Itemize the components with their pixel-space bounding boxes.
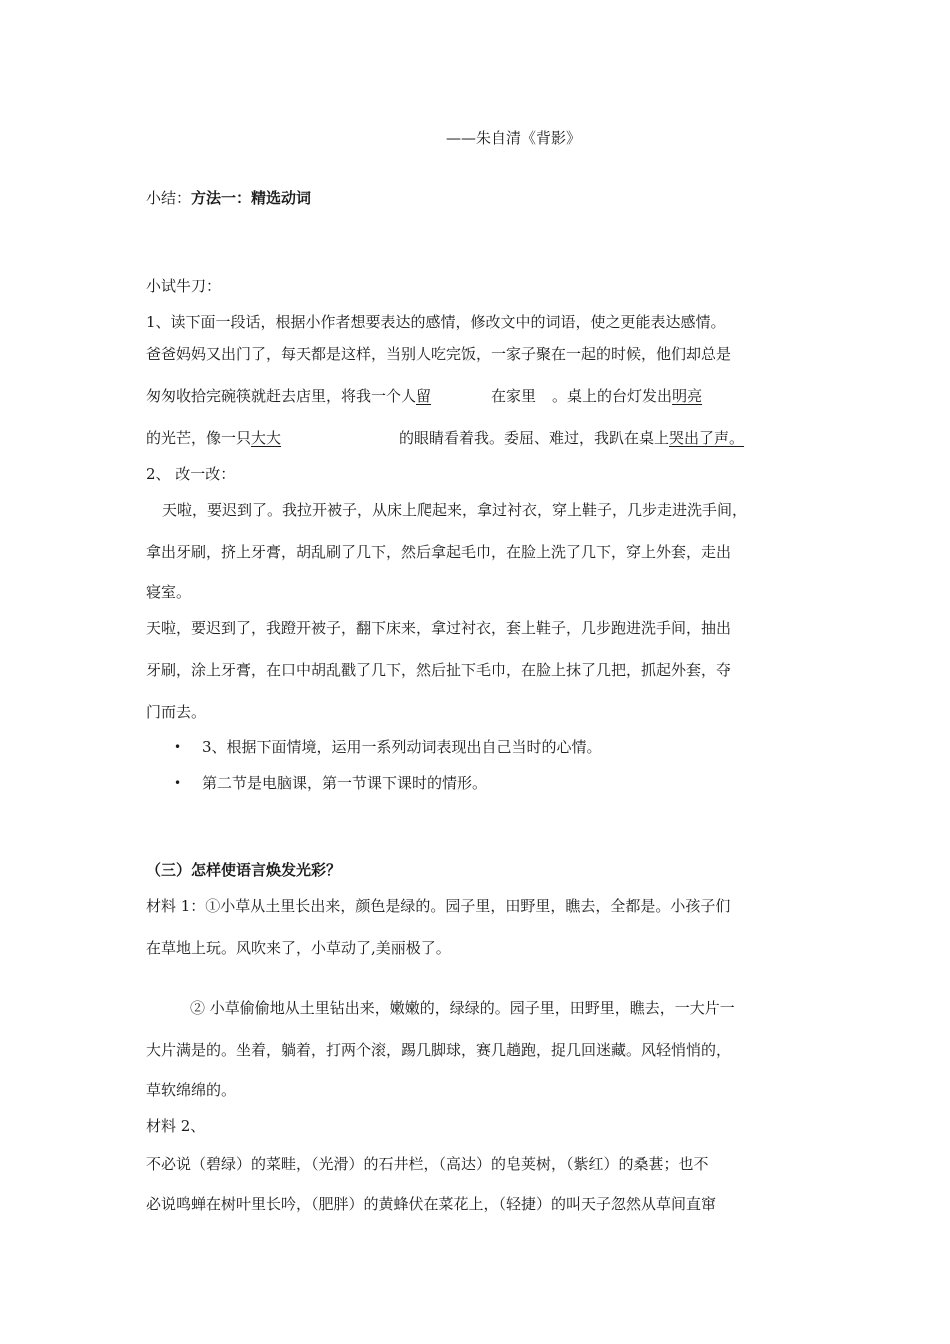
section3-heading: （三）怎样使语言焕发光彩？	[146, 861, 342, 879]
material1-line-1: 材料 1：①小草从土里长出来，颜色是绿的。园子里，田野里，瞧去，全都是。小孩子们	[146, 897, 731, 915]
q2-original-2: 拿出牙刷，挤上牙膏，胡乱刷了几下，然后拿起毛巾，在脸上洗了几下，穿上外套，走出	[146, 543, 732, 561]
q2-revised-2: 牙刷，涂上牙膏，在口中胡乱戳了几下，然后扯下毛巾，在脸上抹了几把，抓起外套，夺	[146, 661, 732, 679]
q2-original-1: 天啦，要迟到了。我拉开被子，从床上爬起来，拿过衬衣，穿上鞋子，几步走进洗手间，	[162, 501, 748, 519]
bullet-dot: •	[174, 776, 182, 790]
q2-original-3: 寝室。	[146, 583, 192, 601]
q2-revised-1: 天啦，要迟到了，我蹬开被子，翻下床来，拿过衬衣，套上鞋子，几步跑进洗手间，抽出	[146, 619, 732, 637]
material1b-line-3: 草软绵绵的。	[146, 1081, 237, 1099]
material1-line-2: 在草地上玩。风吹来了，小草动了,美丽极了。	[146, 939, 451, 957]
bullet-dot: •	[174, 740, 182, 754]
bullet-item-1: 3、根据下面情境，运用一系列动词表现出自己当时的心情。	[202, 738, 602, 756]
material2-line-1: 不必说（碧绿）的菜畦，（光滑）的石井栏，（高达）的皂荚树，（紫红）的桑葚；也不	[146, 1155, 709, 1173]
practice-title: 小试牛刀：	[146, 277, 222, 295]
summary-method: 方法一：精选动词	[191, 189, 312, 207]
q1-prompt: 1、读下面一段话，根据小作者想要表达的感情，修改文中的词语，使之更能表达感情。	[146, 313, 726, 331]
q1-line-2-text-b: 在家里	[491, 387, 537, 405]
q1-line-1: 爸爸妈妈又出门了，每天都是这样，当别人吃完饭，一家子聚在一起的时候，他们却总是	[146, 345, 732, 363]
material2-line-2: 必说鸣蝉在树叶里长吟，（肥胖）的黄蜂伏在菜花上，（轻捷）的叫天子忽然从草间直窜	[146, 1195, 717, 1213]
q2-prompt: 2、 改一改：	[146, 465, 236, 483]
bullet-item-2: 第二节是电脑课，第一节课下课时的情形。	[202, 774, 488, 792]
q1-line-3	[146, 428, 744, 448]
underlined-phrase-kuchu: 哭出了声。	[669, 429, 745, 447]
material2-title: 材料 2、	[146, 1117, 206, 1135]
q1-line-2-text-c: 。桌上的台灯发出	[552, 387, 673, 405]
quote-source: ——朱自清《背影》	[446, 129, 582, 147]
material1b-line-2: 大片满是的。坐着，躺着，打两个滚，踢几脚球，赛几趟跑，捉几回迷藏。风轻悄悄的，	[146, 1041, 732, 1059]
q1-line-2	[146, 386, 702, 406]
underlined-word-mingliang: 明亮	[672, 387, 703, 405]
q1-line-3-text: 的光芒，像一只	[146, 429, 252, 447]
underlined-word-liu: 留	[416, 387, 432, 405]
q1-line-2-text: 匆匆收拾完碗筷就赶去店里，将我一个人	[146, 387, 417, 405]
material1b-line-1: ② 小草偷偷地从土里钻出来，嫩嫩的，绿绿的。园子里，田野里，瞧去，一大片一	[190, 999, 735, 1017]
underlined-word-dada: 大大	[251, 429, 282, 447]
summary-prefix: 小结：	[146, 189, 192, 207]
q1-line-3-text-b: 的眼睛看着我。委屈、难过，我趴在桌上	[399, 429, 670, 447]
q2-revised-3: 门而去。	[146, 703, 207, 721]
summary-line	[146, 188, 311, 208]
